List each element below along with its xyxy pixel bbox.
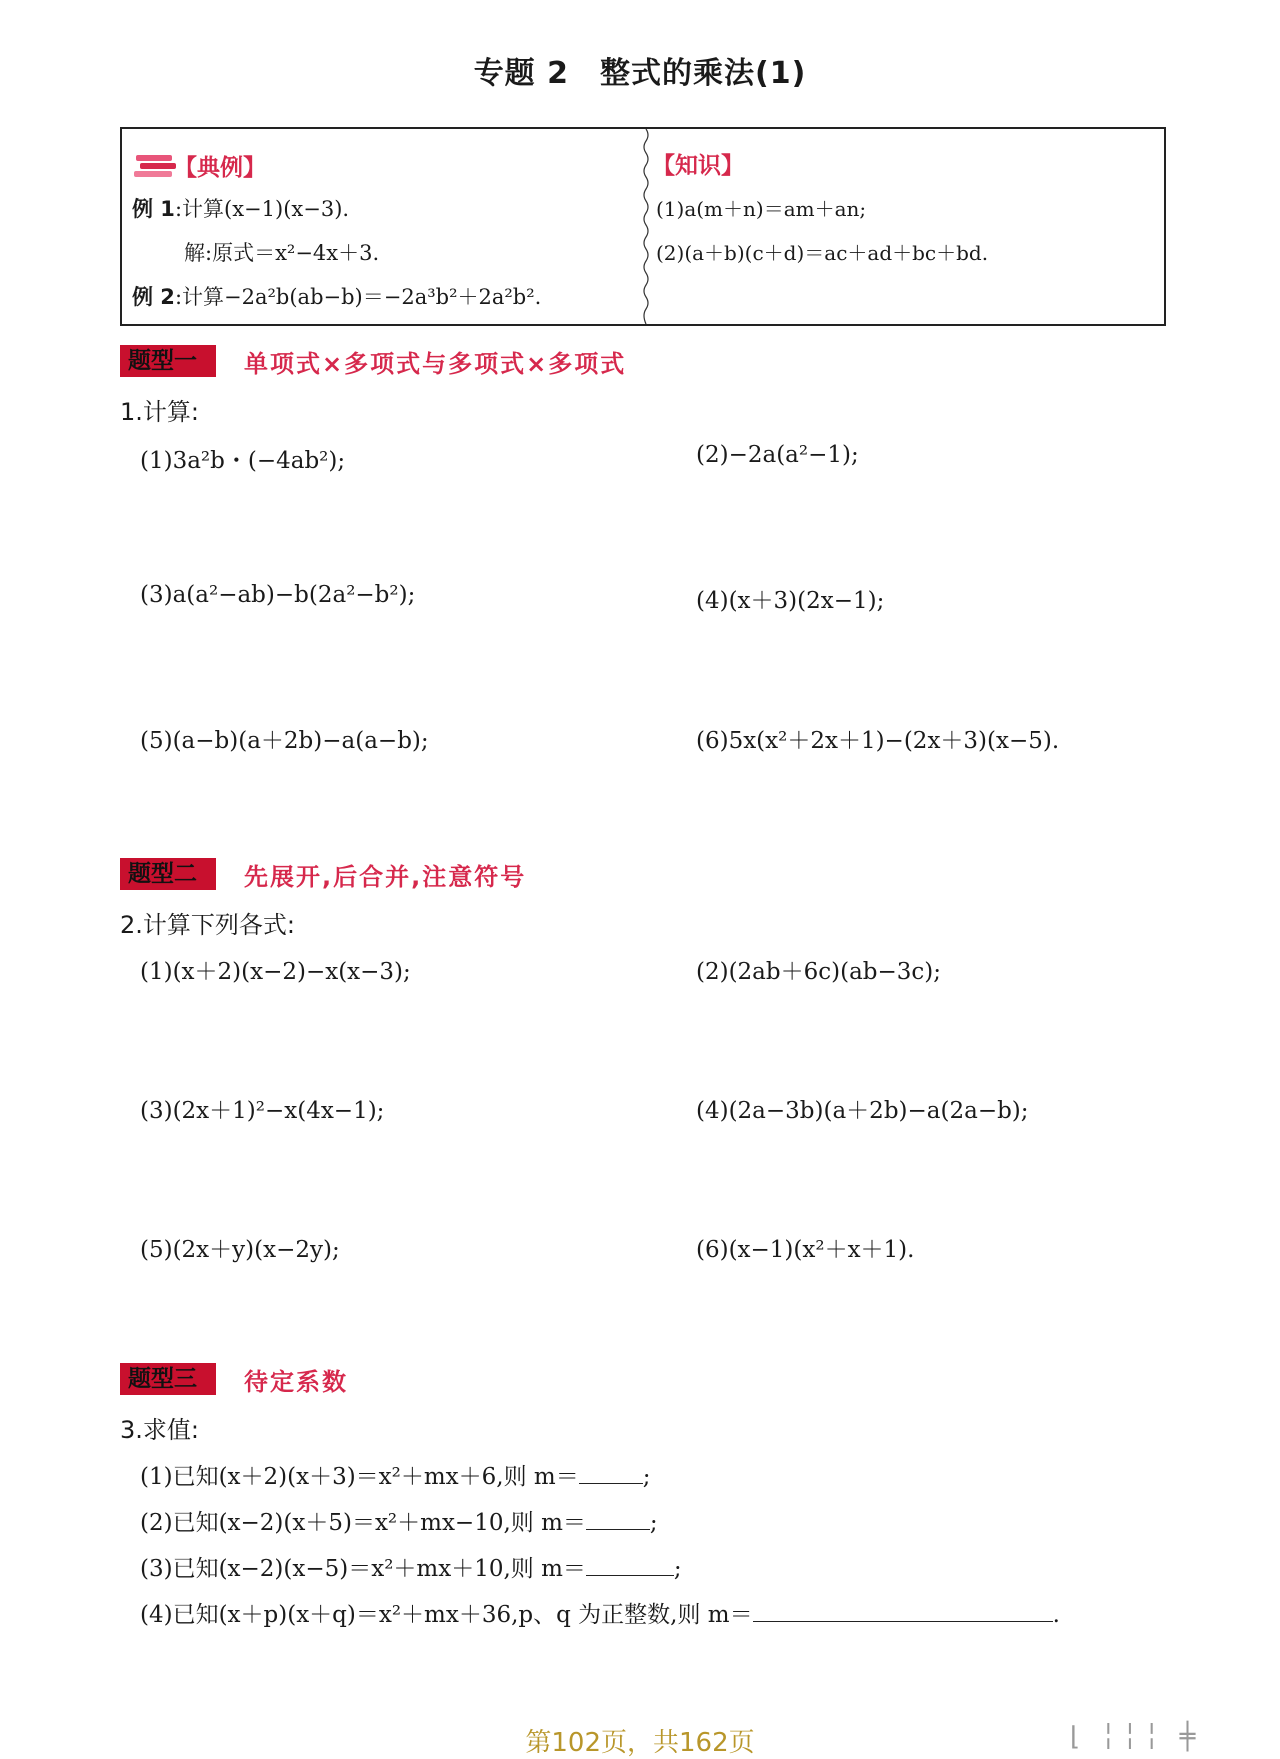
section-2-header <box>120 857 526 891</box>
answer-blank-1[interactable] <box>579 1461 643 1484</box>
knowledge-tag: 【知识】 <box>652 153 744 179</box>
wavy-divider <box>641 129 651 324</box>
knowledge-1: (1)a(m＋n)＝am＋an; <box>656 197 867 221</box>
fill-item-4-end: . <box>1052 1602 1060 1628</box>
books-icon <box>134 151 178 181</box>
section-1-header <box>120 344 626 378</box>
example-1-text: :计算(x−1)(x−3). <box>174 197 350 221</box>
problem-1-3: (3)a(a²−ab)−b(2a²−b²); <box>140 582 416 608</box>
problem-2-2: (2)(2ab＋6c)(ab−3c); <box>696 959 942 985</box>
problem-1-6: (6)5x(x²＋2x＋1)−(2x＋3)(x−5). <box>696 728 1060 754</box>
problem-2-5: (5)(2x＋y)(x−2y); <box>140 1237 340 1263</box>
problem-2-1: (1)(x＋2)(x−2)−x(x−3); <box>140 959 411 985</box>
fill-item-2-text: (2)已知(x−2)(x＋5)＝x²＋mx−10,则 m＝ <box>140 1510 586 1536</box>
fill-item-3-text: (3)已知(x−2)(x−5)＝x²＋mx＋10,则 m＝ <box>140 1556 586 1582</box>
example-1 <box>132 193 349 223</box>
scan-edge-marks: ⌊ ╎╎╎ ╪ <box>1070 1722 1202 1752</box>
section-3-title: 待定系数 <box>244 1367 348 1396</box>
fill-item-2-end: ; <box>649 1510 658 1536</box>
page-title: 专题 2 整式的乘法(1) <box>473 56 807 91</box>
example-tag: 【典例】 <box>174 155 266 181</box>
fill-item-1-text: (1)已知(x＋2)(x＋3)＝x²＋mx＋6,则 m＝ <box>140 1464 579 1490</box>
example-1-solution: 解:原式＝x²−4x＋3. <box>184 241 380 265</box>
example-1-label: 例 1 <box>132 197 175 221</box>
problem-1-1: (1)3a²b・(−4ab²); <box>140 448 346 474</box>
question-2: 2.计算下列各式: <box>120 911 295 939</box>
problem-1-5: (5)(a−b)(a＋2b)−a(a−b); <box>140 728 429 754</box>
fill-item-3 <box>140 1550 682 1583</box>
answer-blank-3[interactable] <box>586 1553 674 1576</box>
section-3-label: 题型三 <box>120 1363 216 1395</box>
section-2-title: 先展开,后合并,注意符号 <box>244 862 527 891</box>
answer-blank-2[interactable] <box>586 1507 650 1530</box>
problem-2-3: (3)(2x＋1)²−x(4x−1); <box>140 1098 385 1124</box>
fill-item-3-end: ; <box>673 1556 682 1582</box>
knowledge-2: (2)(a＋b)(c＋d)＝ac＋ad＋bc＋bd. <box>656 241 989 265</box>
section-2-label: 题型二 <box>120 858 216 890</box>
question-3: 3.求值: <box>120 1416 199 1444</box>
fill-item-4 <box>140 1596 1060 1629</box>
section-3-header <box>120 1362 348 1396</box>
example-2 <box>132 281 541 311</box>
question-1: 1.计算: <box>120 398 199 426</box>
fill-item-1 <box>140 1458 650 1491</box>
problem-2-4: (4)(2a−3b)(a＋2b)−a(2a−b); <box>696 1098 1029 1124</box>
section-1-title: 单项式×多项式与多项式×多项式 <box>244 349 627 378</box>
page-number-footer: 第102页，共162页 <box>525 1728 755 1758</box>
section-1-label: 题型一 <box>120 345 216 377</box>
example-2-label: 例 2 <box>132 285 175 309</box>
problem-1-4: (4)(x＋3)(2x−1); <box>696 588 885 614</box>
problem-2-6: (6)(x−1)(x²＋x＋1). <box>696 1237 915 1263</box>
answer-blank-4[interactable] <box>753 1599 1053 1622</box>
fill-item-4-text: (4)已知(x＋p)(x＋q)＝x²＋mx＋36,p、q 为正整数,则 m＝ <box>140 1602 753 1628</box>
example-knowledge-box <box>120 127 1166 326</box>
fill-item-1-end: ; <box>642 1464 651 1490</box>
fill-item-2 <box>140 1504 658 1537</box>
problem-1-2: (2)−2a(a²−1); <box>696 442 859 468</box>
example-2-text: :计算−2a²b(ab−b)＝−2a³b²＋2a²b². <box>174 285 542 309</box>
